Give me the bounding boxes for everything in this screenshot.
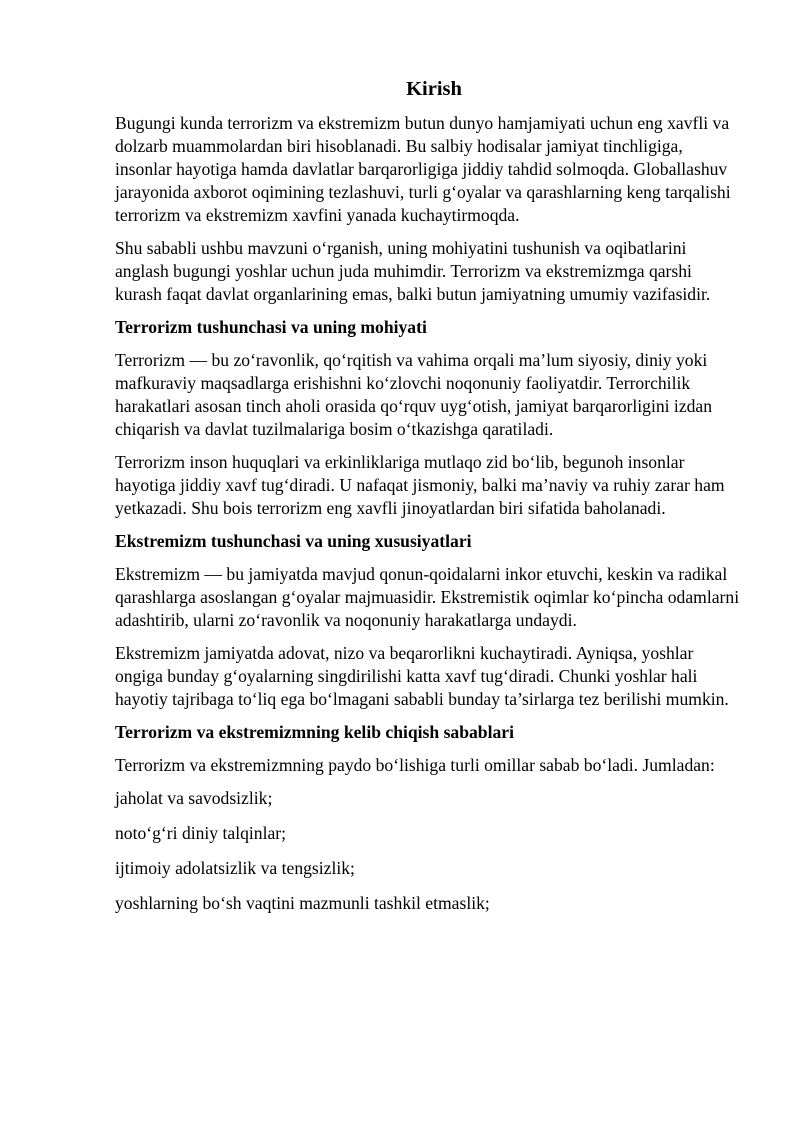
page-title: Kirish [406, 78, 462, 100]
list-item: jaholat va savodsizlik; [115, 788, 273, 808]
section-heading-terrorism: Terrorizm tushunchasi va uning mohiyati [115, 317, 427, 337]
document-body [115, 76, 743, 927]
extremism-paragraph-2: Ekstremizm jamiyatda adovat, nizo va beqarorlikni kuchaytiradi. Ayniqsa, yoshlar ongiga bunday g‘oyalarning singdirilishi katta xavf tug‘diradi. Chunki yoshlar hali hayotiy tajribaga to‘liq ega bo‘lmagani sababli bunday ta’sirlarga tez berilishi mumkin. [115, 643, 729, 709]
causes-list [115, 787, 743, 915]
intro-paragraph-2: Shu sababli ushbu mavzuni o‘rganish, uning mohiyatini tushunish va oqibatlarini anglash bugungi yoshlar uchun juda muhimdir. Terrorizm va ekstremizmga qarshi kurash faqat davlat organlarining emas, balki butun jamiyatning umumiy vazifasidir. [115, 238, 711, 304]
section-heading-causes: Terrorizm va ekstremizmning kelib chiqish sabablari [115, 722, 514, 742]
causes-intro-paragraph: Terrorizm va ekstremizmning paydo bo‘lishiga turli omillar sabab bo‘ladi. Jumladan: [115, 755, 715, 775]
list-item: noto‘g‘ri diniy talqinlar; [115, 823, 287, 843]
terrorism-paragraph-2: Terrorizm inson huquqlari va erkinliklariga mutlaqo zid bo‘lib, begunoh insonlar hayotiga jiddiy xavf tug‘diradi. U nafaqat jismoniy, balki ma’naviy va ruhiy zarar ham yetkazadi. Shu bois terrorizm eng xavfli jinoyatlardan biri sifatida baholanadi. [115, 452, 725, 518]
section-heading-extremism: Ekstremizm tushunchasi va uning xususiyatlari [115, 531, 472, 551]
extremism-paragraph-1: Ekstremizm — bu jamiyatda mavjud qonun-qoidalarni inkor etuvchi, keskin va radikal qarashlarga asoslangan g‘oyalar majmuasidir. Ekstremistik oqimlar ko‘pincha odamlarni adashtirib, ularni zo‘ravonlik va noqonuniy harakatlarga undaydi. [115, 564, 740, 630]
terrorism-paragraph-1: Terrorizm — bu zo‘ravonlik, qo‘rqitish va vahima orqali ma’lum siyosiy, diniy yoki mafkuraviy maqsadlarga erishishni ko‘zlovchi noqonuniy faoliyatdir. Terrorchilik harakatlari asosan tinch aholi orasida qo‘rquv uyg‘otish, jamiyat barqarorligini izdan chiqarish va davlat tuzilmalariga bosim o‘tkazishga qaratiladi. [115, 350, 713, 439]
intro-paragraph-1: Bugungi kunda terrorizm va ekstremizm butun dunyo hamjamiyati uchun eng xavfli va dolzarb muammolardan biri hisoblanadi. Bu salbiy hodisalar jamiyat tinchligiga, insonlar hayotiga hamda davlatlar barqarorligiga jiddiy tahdid solmoqda. Globallashuv jarayonida axborot oqimining tezlashuvi, turli g‘oyalar va qarashlarning keng tarqalishi terrorizm va ekstremizm xavfini yanada kuchaytirmoqda. [115, 113, 731, 225]
list-item: ijtimoiy adolatsizlik va tengsizlik; [115, 858, 355, 878]
list-item: yoshlarning bo‘sh vaqtini mazmunli tashkil etmaslik; [115, 893, 490, 913]
